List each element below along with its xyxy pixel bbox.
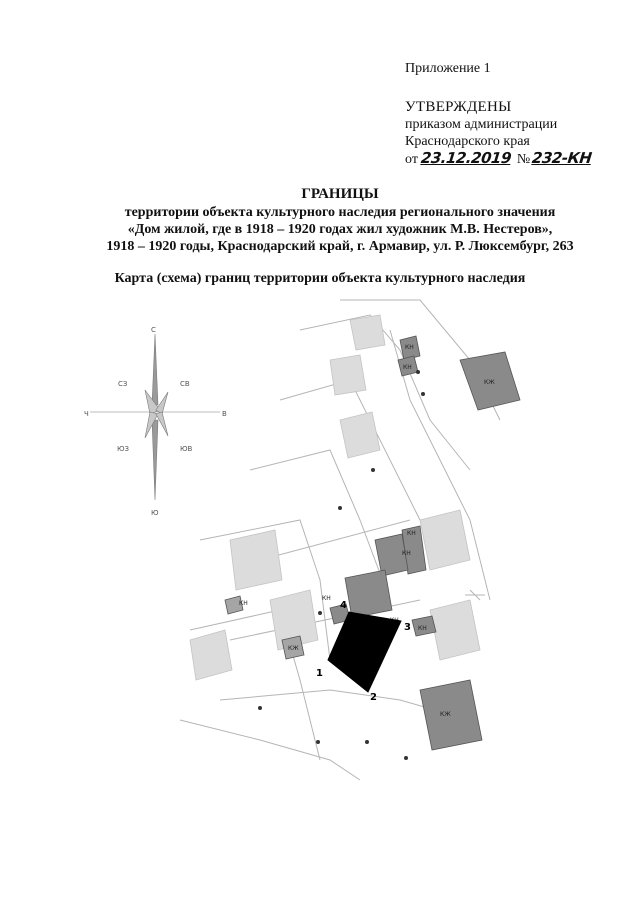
- building-label: КЖ: [288, 645, 299, 652]
- building-label: КЖ: [484, 379, 495, 386]
- compass-west: Ч: [84, 410, 89, 418]
- order-line-2: Краснодарского края: [405, 134, 530, 149]
- building-label: КН: [407, 530, 416, 537]
- building-label: КН: [403, 364, 412, 371]
- title-line-3: 1918 – 1920 годы, Краснодарский край, г. Армавир, ул. Р. Люксембург, 263: [106, 239, 574, 254]
- number-prefix: №: [516, 152, 531, 167]
- compass-north: С: [151, 326, 156, 334]
- map-caption: Карта (схема) границ территории объекта культурного наследия: [114, 271, 526, 286]
- date-prefix: от: [405, 152, 418, 167]
- handwritten-date: 23.12.2019: [420, 149, 512, 167]
- building-label: КЖ: [440, 711, 451, 718]
- title-line-2: «Дом жилой, где в 1918 – 1920 годах жил художник М.В. Нестеров»,: [127, 222, 553, 237]
- title-main: ГРАНИЦЫ: [301, 186, 379, 202]
- territory-boundary: [328, 612, 401, 692]
- compass-south: Ю: [151, 509, 159, 517]
- point-label: 2: [370, 692, 377, 703]
- compass-se: ЮВ: [180, 445, 193, 453]
- compass-ne: СВ: [180, 380, 190, 388]
- point-label: 3: [404, 622, 411, 633]
- order-line-1: приказом администрации: [405, 117, 558, 132]
- title-line-1: территории объекта культурного наследия регионального значения: [124, 205, 556, 220]
- building-label: КН: [418, 625, 427, 632]
- compass-rose: [84, 326, 227, 517]
- building-label: КН: [402, 550, 411, 557]
- compass-nw: СЗ: [118, 380, 128, 388]
- approved-heading: УТВЕРЖДЕНЫ: [405, 99, 512, 115]
- surrounding-buildings: [190, 315, 480, 680]
- building-label: КН: [239, 600, 248, 607]
- handwritten-number: 232-КН: [531, 149, 593, 167]
- compass-sw: ЮЗ: [117, 445, 130, 453]
- compass-east: В: [222, 410, 227, 418]
- building-label: КН: [405, 344, 414, 351]
- point-label: 4: [340, 600, 347, 611]
- point-label: 1: [316, 668, 323, 679]
- building-label: КН: [322, 595, 331, 602]
- appendix-label: Приложение 1: [405, 61, 491, 76]
